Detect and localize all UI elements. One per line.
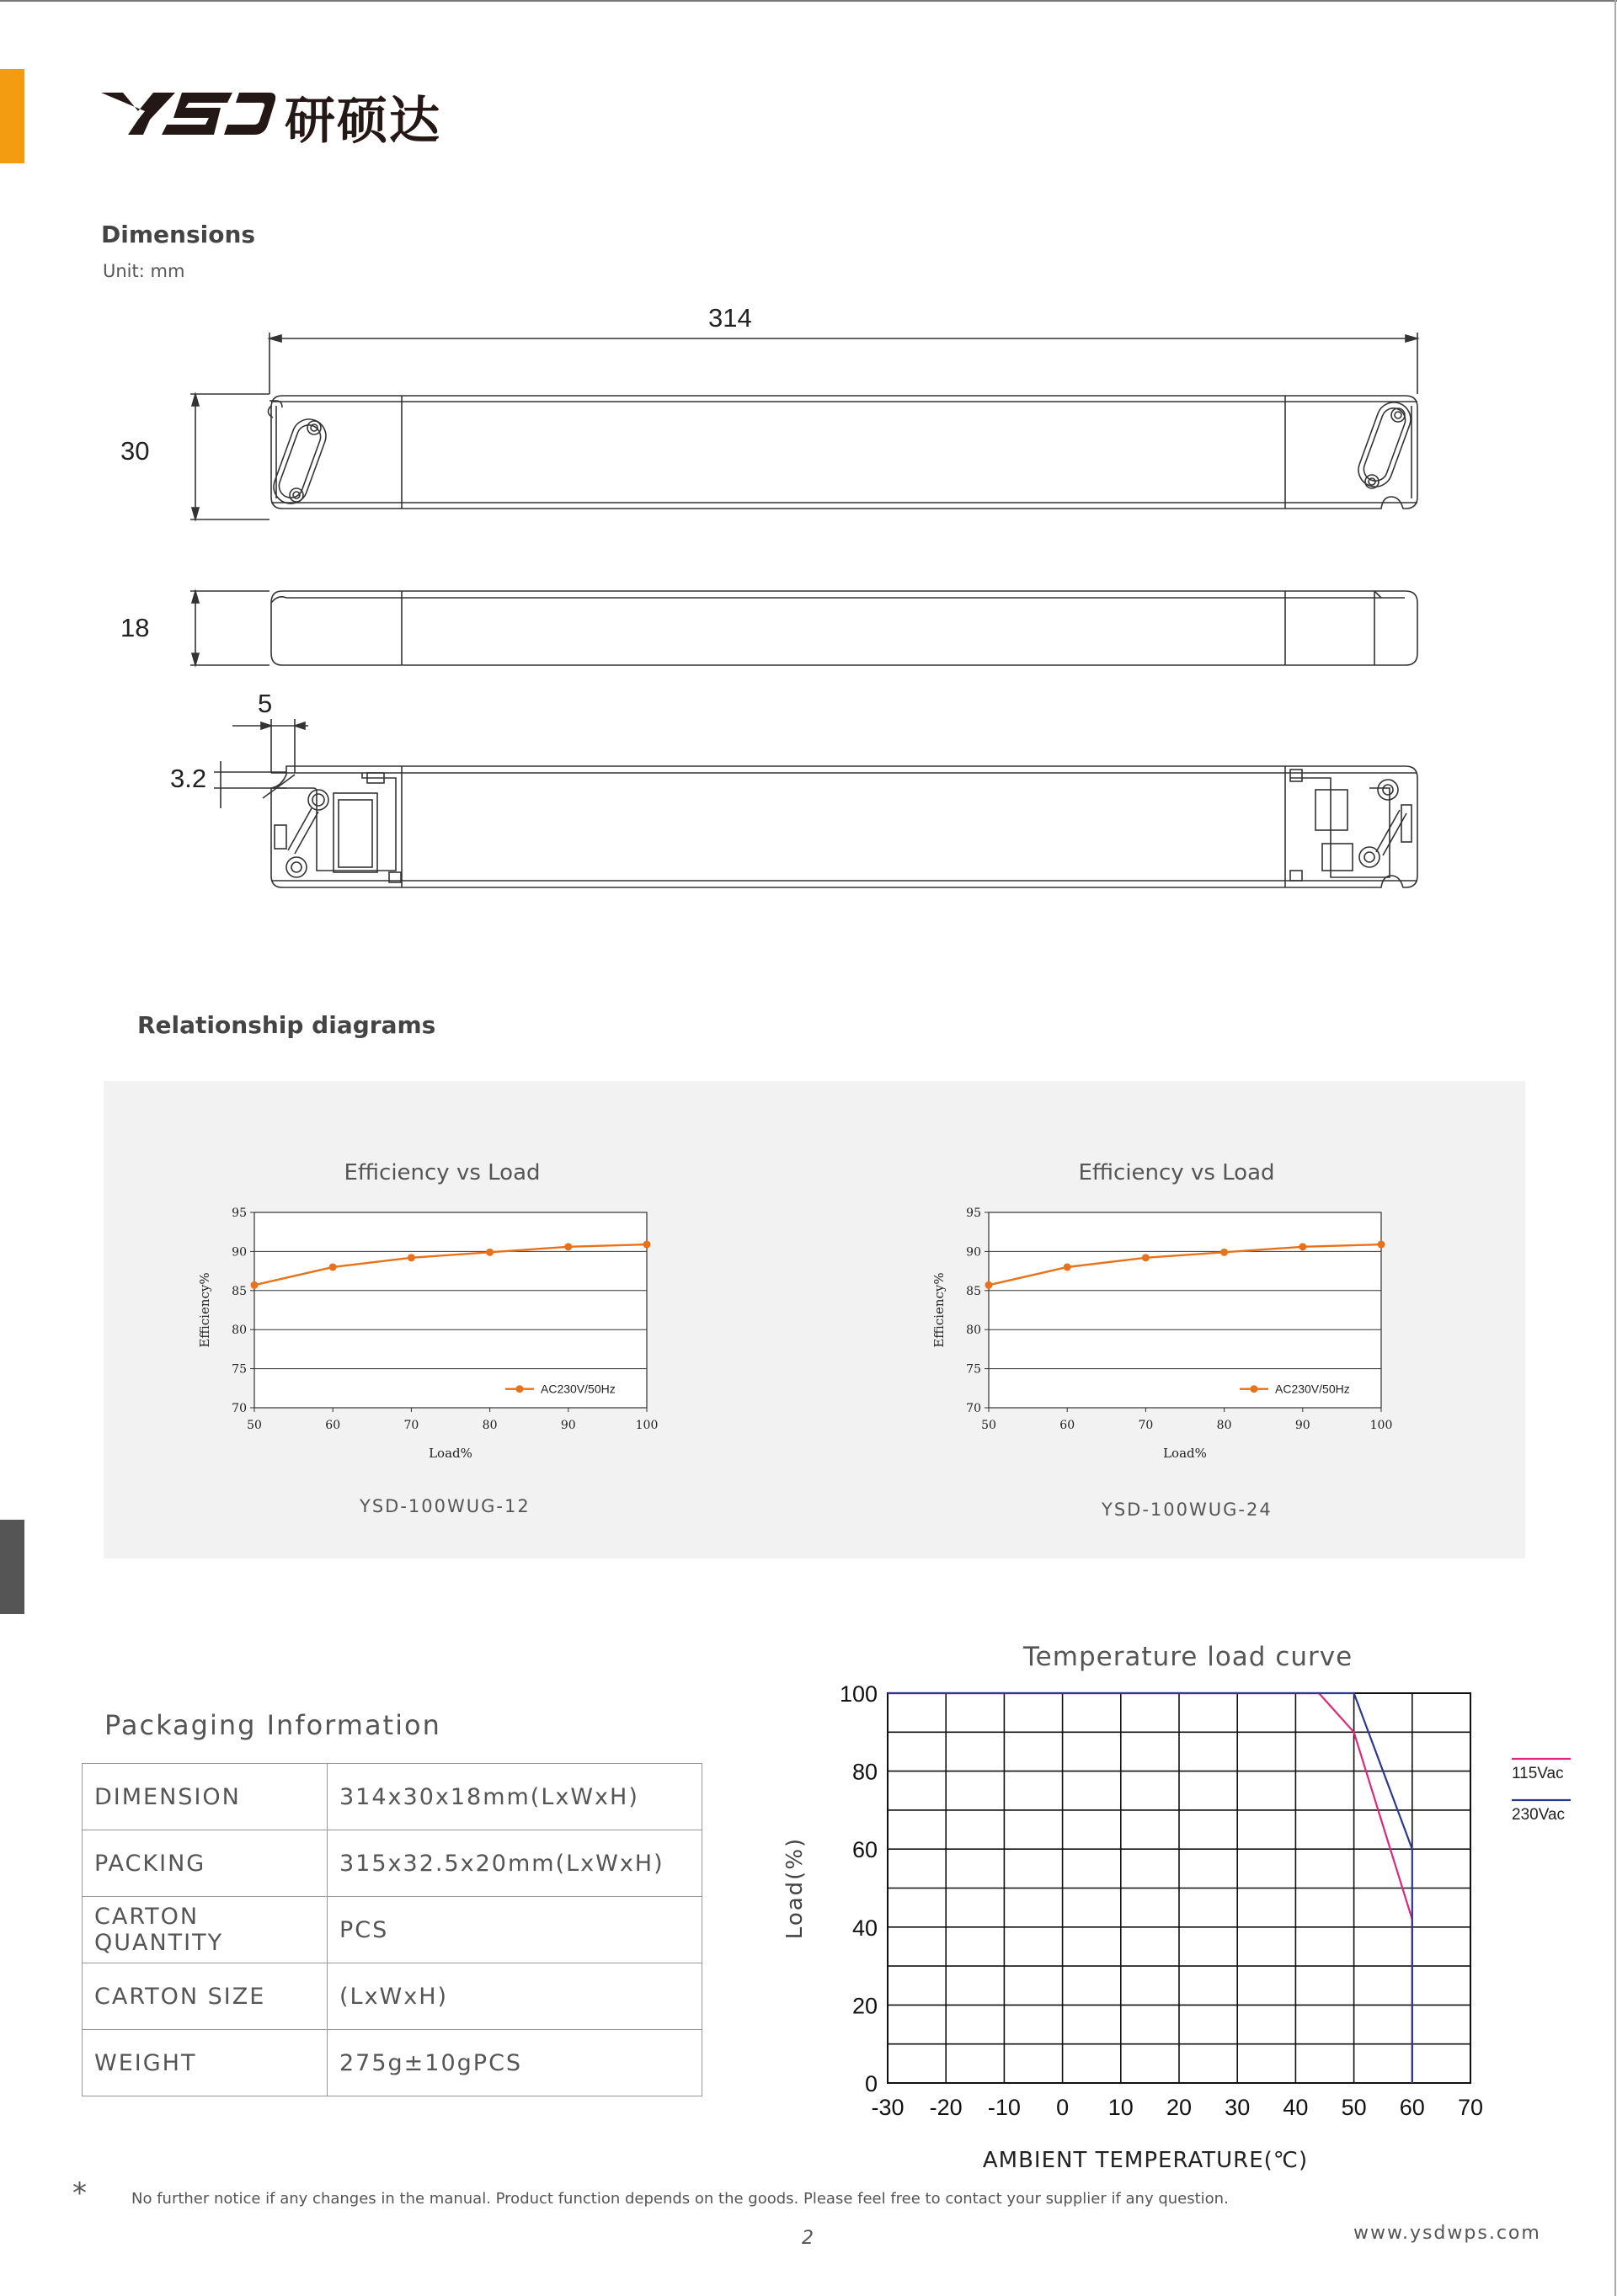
x-tick-label: 50 [247, 1419, 262, 1432]
brand-logo [101, 88, 278, 138]
plot-area [254, 1212, 647, 1408]
x-tick-label: -20 [929, 2095, 963, 2120]
width-label: 30 [120, 436, 150, 466]
efficiency-chart-2 [928, 1200, 1408, 1473]
hole-offset-label: 5 [258, 689, 273, 718]
x-tick-label: 70 [1138, 1419, 1154, 1432]
x-tick-label: 30 [1225, 2095, 1251, 2120]
x-tick-label: 60 [325, 1419, 341, 1432]
y-tick-label: 90 [966, 1245, 981, 1260]
hole-size-label: 3.2 [170, 764, 207, 793]
y-tick-label: 80 [966, 1324, 981, 1338]
y-tick-label: 100 [839, 1681, 878, 1707]
x-tick-label: 20 [1166, 2095, 1193, 2120]
y-tick-label: 95 [966, 1207, 981, 1220]
data-point [251, 1281, 259, 1289]
temp-chart-title: Temperature load curve [1023, 1642, 1353, 1672]
footnote-star: * [72, 2176, 87, 2210]
y-tick-label: 75 [232, 1362, 247, 1377]
brand-name-cn: 研硕达 [285, 92, 441, 151]
y-tick-label: 85 [232, 1284, 247, 1298]
table-row [83, 2030, 702, 2096]
relationship-title: Relationship diagrams [137, 1011, 436, 1039]
y-axis-label: Efficiency% [931, 1272, 947, 1348]
data-point [408, 1254, 415, 1261]
dimension-drawing [0, 320, 1617, 909]
chart-1-model: YSD-100WUG-12 [360, 1496, 531, 1516]
y-tick-label: 70 [966, 1402, 981, 1415]
x-tick-label: 40 [1283, 2095, 1309, 2120]
x-axis-label: Load% [429, 1446, 472, 1461]
x-tick-label: 0 [1056, 2095, 1070, 2120]
packaging-label: DIMENSION [83, 1764, 328, 1830]
legend-label: 230Vac [1512, 1806, 1566, 1824]
packaging-value: 315x32.5x20mm(LxWxH) [328, 1830, 702, 1897]
x-tick-label: 60 [1059, 1419, 1075, 1432]
legend-label: 115Vac [1512, 1765, 1564, 1782]
x-tick-label: 70 [1457, 2095, 1484, 2120]
packaging-label: PACKING [83, 1830, 328, 1897]
x-tick-label: 50 [981, 1419, 996, 1432]
table-row [83, 1963, 702, 2030]
x-tick-label: 90 [1294, 1419, 1310, 1432]
x-tick-label: -30 [871, 2095, 905, 2120]
packaging-value: 275g±10gPCS [328, 2030, 702, 2096]
x-tick-label: 100 [1369, 1419, 1393, 1432]
legend-label: AC230V/50Hz [541, 1382, 616, 1396]
website-link[interactable]: www.ysdwps.com [1353, 2223, 1541, 2244]
x-tick-label: 80 [1216, 1419, 1232, 1432]
y-tick-label: 80 [851, 1759, 878, 1785]
y-tick-label: 0 [864, 2071, 878, 2096]
x-tick-label: 10 [1107, 2095, 1134, 2120]
chart-1-title: Efficiency vs Load [344, 1160, 541, 1185]
packaging-label: CARTON QUANTITY [83, 1897, 328, 1963]
gray-side-tab [0, 1520, 24, 1614]
orange-side-tab [0, 69, 24, 163]
packaging-value: PCS [328, 1897, 702, 1963]
x-tick-label: 60 [1399, 2095, 1425, 2120]
packaging-value: (LxWxH) [328, 1963, 702, 2030]
temperature-load-chart [758, 1675, 1600, 2172]
legend-label: AC230V/50Hz [1275, 1382, 1350, 1396]
x-tick-label: 70 [403, 1419, 419, 1432]
x-tick-label: 90 [560, 1419, 576, 1432]
packaging-label: WEIGHT [83, 2030, 328, 2096]
packaging-title: Packaging Information [104, 1709, 441, 1741]
data-point [985, 1281, 993, 1289]
length-label: 314 [708, 303, 752, 333]
data-point [1299, 1243, 1306, 1250]
legend-marker [1251, 1385, 1258, 1393]
y-axis-label: Efficiency% [197, 1272, 212, 1348]
chart-2-title: Efficiency vs Load [1078, 1160, 1275, 1185]
dimensions-title: Dimensions [101, 221, 256, 248]
data-point [1378, 1241, 1385, 1249]
x-tick-label: 80 [482, 1419, 498, 1432]
y-tick-label: 95 [232, 1207, 247, 1220]
plot-area [989, 1212, 1381, 1408]
packaging-label: CARTON SIZE [83, 1963, 328, 2030]
footnote-text: No further notice if any changes in the manual. Product function depends on the goods. Please feel free to contact your supplier if any question. [131, 2190, 1229, 2208]
chart-2-model: YSD-100WUG-24 [1102, 1500, 1273, 1520]
y-tick-label: 60 [851, 1837, 878, 1863]
data-point [329, 1263, 337, 1271]
height-label: 18 [120, 613, 150, 642]
y-tick-label: 80 [232, 1324, 247, 1338]
dimensions-unit: Unit: mm [103, 261, 185, 281]
y-axis-label: Load(%) [782, 1836, 808, 1940]
x-tick-label: -10 [987, 2095, 1021, 2120]
y-tick-label: 40 [851, 1915, 878, 1941]
y-tick-label: 85 [966, 1284, 981, 1298]
y-tick-label: 90 [232, 1245, 247, 1260]
y-tick-label: 75 [966, 1362, 981, 1377]
data-point [1142, 1254, 1150, 1261]
x-axis-label: Load% [1163, 1446, 1207, 1461]
table-row [83, 1764, 702, 1830]
packaging-value: 314x30x18mm(LxWxH) [328, 1764, 702, 1830]
efficiency-chart-1 [194, 1200, 674, 1473]
x-axis-label: AMBIENT TEMPERATURE(℃) [982, 2148, 1309, 2172]
data-point [564, 1243, 572, 1250]
data-point [1064, 1263, 1071, 1271]
page-number: 2 [802, 2228, 814, 2249]
y-tick-label: 70 [232, 1402, 247, 1415]
table-row [83, 1830, 702, 1897]
data-point [486, 1249, 494, 1256]
data-point [643, 1241, 651, 1249]
x-tick-label: 100 [635, 1419, 659, 1432]
legend-marker [516, 1385, 524, 1393]
table-row [83, 1897, 702, 1963]
packaging-table [82, 1763, 702, 2096]
data-point [1220, 1249, 1228, 1256]
page-top-border [0, 0, 1617, 2]
x-tick-label: 50 [1341, 2095, 1367, 2120]
y-tick-label: 20 [851, 1993, 878, 2019]
